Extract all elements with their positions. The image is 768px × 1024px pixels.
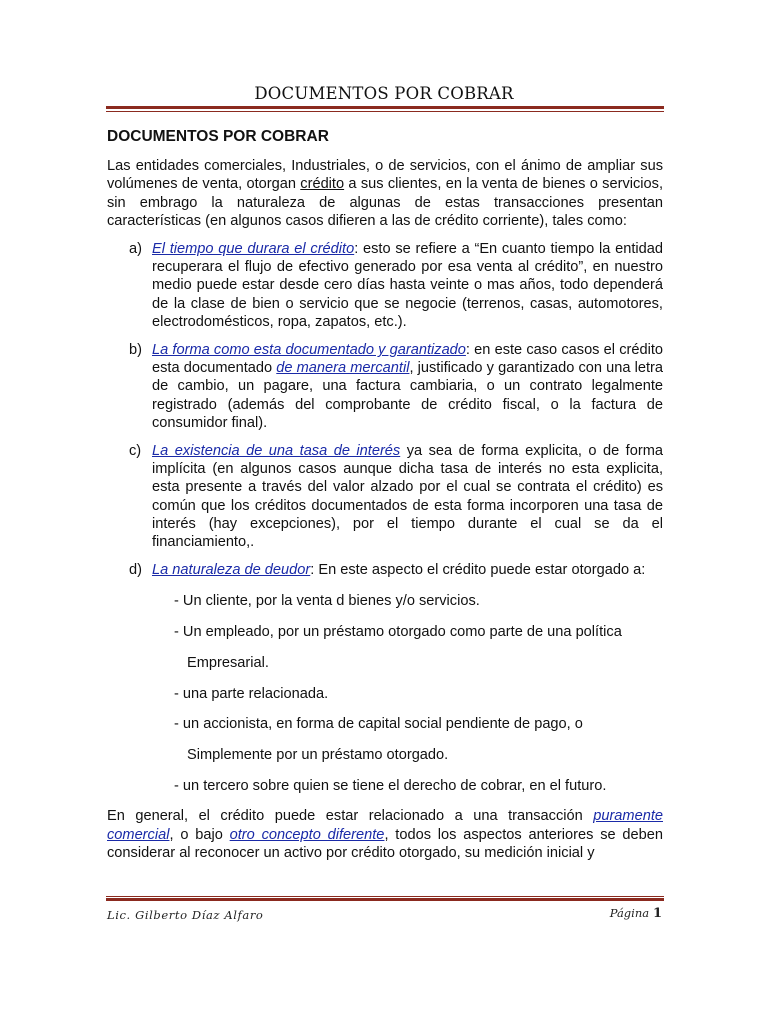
header-rule-thick bbox=[106, 106, 664, 109]
section-heading: DOCUMENTOS POR COBRAR bbox=[107, 128, 329, 145]
closing-text-3: , todos los aspectos anteriores se deben considerar al reconocer un activo por crédito otorgado, su medición inicial y bbox=[107, 826, 663, 861]
intro-text-before: Las entidades comerciales, Industriales, o de servicios, con el ánimo de ampliar sus volúmenes de venta, otorgan bbox=[107, 158, 663, 193]
item-d-text: : En este aspecto el crédito puede estar otorgado a: bbox=[310, 562, 646, 579]
link-tasa-interes[interactable]: La existencia de una tasa de interés bbox=[152, 443, 401, 460]
intro-underlined-word: crédito bbox=[300, 176, 345, 193]
link-otro-concepto[interactable]: otro concepto diferente bbox=[229, 826, 385, 843]
link-naturaleza-deudor[interactable]: La naturaleza de deudor bbox=[152, 562, 311, 579]
closing-text-1: En general, el crédito puede estar relacionado a una transacción bbox=[107, 808, 594, 825]
sublist-item-cliente: - Un cliente, por la venta d bienes y/o servicios. bbox=[174, 593, 480, 610]
list-marker-a: a) bbox=[129, 241, 142, 258]
list-marker-b: b) bbox=[129, 342, 142, 359]
sublist-item-empleado: - Un empleado, por un préstamo otorgado como parte de una política bbox=[174, 624, 622, 641]
footer-page-number: 1 bbox=[652, 906, 662, 921]
item-a-text: : esto se refiere a “En cuanto tiempo la entidad recuperara el flujo de efectivo generado por esa venta al crédito”, en nuestro medio puede estar desde cero días hasta veinte o mas años, todo dependerá de la clase de bien o servicio que se negocie (terrenos, casas, automotores, electrodomésticos, ropa, zapatos, etc.). bbox=[152, 241, 664, 330]
sublist-item-empleado-cont: Empresarial. bbox=[187, 654, 269, 671]
item-b-text-1: : en este caso casos el crédito esta documentado bbox=[152, 342, 664, 377]
link-tiempo-credito[interactable]: El tiempo que durara el crédito bbox=[152, 241, 355, 258]
list-marker-c: c) bbox=[129, 443, 142, 460]
intro-paragraph bbox=[107, 157, 663, 230]
closing-text-2: , o bajo bbox=[169, 826, 230, 843]
link-puramente-comercial[interactable]: puramente comercial bbox=[107, 808, 663, 843]
closing-paragraph bbox=[107, 807, 663, 862]
link-manera-mercantil[interactable]: de manera mercantil bbox=[276, 360, 410, 377]
sublist-item-accionista-cont: Simplemente por un préstamo otorgado. bbox=[187, 746, 449, 763]
page-header-title: DOCUMENTOS POR COBRAR bbox=[254, 84, 514, 103]
document-body bbox=[107, 128, 663, 872]
footer-rule-thick bbox=[106, 898, 664, 901]
sublist-item-accionista: - un accionista, en forma de capital social pendiente de pago, o bbox=[174, 716, 583, 733]
footer-author: Lic. Gilberto Díaz Alfaro bbox=[107, 908, 264, 922]
footer-page-label: Página bbox=[609, 906, 650, 920]
list-item-d bbox=[107, 561, 663, 579]
link-forma-documentado[interactable]: La forma como esta documentado y garantizado bbox=[152, 342, 466, 359]
list-marker-d: d) bbox=[129, 562, 142, 579]
intro-text-after: a sus clientes, en la venta de bienes o servicios, sin embrago la naturaleza de algunas de estas transacciones presentan características (en algunos casos difieren a las de crédito corriente), tales como: bbox=[107, 176, 664, 229]
item-b-text-2: , justificado y garantizado con una letra de cambio, un pagare, una factura cambiaria, o un contrato legalmente registrado (además del comprobante de crédito fiscal, o la factura de consumidor final). bbox=[152, 360, 663, 431]
footer-rule-thin bbox=[106, 896, 664, 897]
footer-page bbox=[610, 906, 662, 921]
list-item-a bbox=[107, 240, 663, 331]
sublist-item-tercero: - un tercero sobre quien se tiene el derecho de cobrar, en el futuro. bbox=[174, 777, 607, 794]
header-rule-thin bbox=[106, 111, 664, 112]
list-item-b bbox=[107, 341, 663, 432]
list-item-c bbox=[107, 442, 663, 551]
item-c-text: ya sea de forma explicita, o de forma implícita (en algunos casos aunque dicha tasa de interés no esta explicita, esta presente a través del valor alzado por el cual se contrata el crédito) es común que los créditos documentados de esta forma incorporen una tasa de interés (hay excepciones), por el tiempo durante el cual se da el financiamiento,. bbox=[152, 443, 663, 551]
sublist-item-parte-relacionada: - una parte relacionada. bbox=[174, 685, 329, 702]
